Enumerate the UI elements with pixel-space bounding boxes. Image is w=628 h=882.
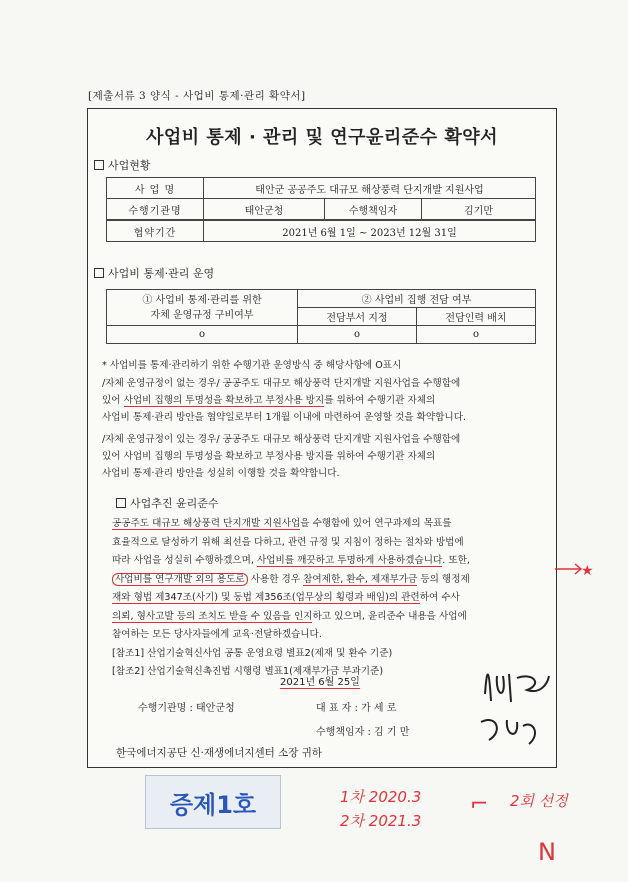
section-business-status-title: 사업현황: [94, 157, 151, 173]
business-status-table: [106, 177, 536, 242]
handwritten-round-1: 1차 2020.3: [340, 788, 422, 806]
exhibit-stamp: 증제1호: [145, 775, 281, 829]
reference-2: [참조2] 산업기술혁신촉진법 시행령 별표1(제재부가금 부과기준): [112, 666, 384, 677]
section-budget-control-title: 사업비 통제·관리 운영: [94, 265, 214, 281]
with-regulation-pledge: /자체 운영규정이 있는 경우/ 공공주도 대규모 해상풍력 단지개발 지원사업을 수행함에 있어 사업비 집행의 투명성을 확보하고 부정사용 방지를 위하여 수행기관 자체의 사업비 통제·관리 방안을 성실히 이행할 것을 확약합니다.: [102, 434, 461, 479]
form-tag: [제출서류 3 양식 - 사업비 통제·관리 확약서]: [88, 90, 306, 102]
period-value: 2021년 6월 1일 ~ 2023년 12월 31일: [204, 220, 536, 242]
dedicated-dept-header: 전담부서 지정: [298, 308, 417, 326]
regulation-value: o: [107, 326, 298, 344]
no-regulation-pledge: /자체 운영규정이 없는 경우/ 공공주도 대규모 해상풍력 단지개발 지원사업을 수행함에 있어 사업비 집행의 투명성을 확보하고 부정사용 방지를 위하여 수행기관 자체의 사업비 통제·관리 방안을 협약일로부터 1개월 이내에 마련하여 운영할 것을 확약합니다.: [102, 378, 467, 423]
dedicated-staff-value: o: [417, 326, 536, 344]
signature-date: 2021년 6월 25일: [280, 677, 360, 688]
signature-agency: 수행기관명 : 태안군청: [138, 703, 235, 714]
margin-arrow-icon: [555, 555, 595, 585]
handwritten-round-2: 2차 2021.3: [340, 812, 422, 830]
agency-value: 태안군청: [204, 199, 325, 221]
reference-1: [참조1] 산업기술혁신사업 공통 운영요령 별표2(제재 및 환수 기준): [112, 647, 393, 659]
checkbox-square-icon: [94, 268, 104, 278]
handwritten-signature: [477, 656, 557, 766]
project-label: 사 업 명: [107, 178, 204, 199]
signature-manager: 수행책임자 : 김 기 만: [316, 727, 410, 738]
project-value: 태안군 공공주도 대규모 해상풍력 단지개발 지원사업: [204, 178, 536, 199]
checkbox-square-icon: [94, 160, 104, 170]
addressee: 한국에너지공단 신·재생에너지센터 소장 귀하: [116, 747, 323, 759]
manager-label: 수행책임자: [325, 199, 422, 221]
document-title: 사업비 통제 · 관리 및 연구윤리준수 확약서: [145, 127, 499, 148]
period-label: 협약기간: [107, 220, 204, 242]
handwritten-n-mark: N: [538, 838, 556, 866]
svg-text:★: ★: [581, 563, 594, 579]
manager-value: 김기만: [422, 199, 536, 221]
handwritten-selected-twice: 2회 선정: [510, 792, 568, 810]
checkbox-square-icon: [116, 498, 126, 508]
dedicated-header: ② 사업비 집행 전담 여부: [298, 290, 536, 308]
agency-label: 수행기관명: [107, 199, 204, 221]
bracket-mark-icon: ⌐: [470, 792, 489, 817]
signature-representative: 대 표 자 : 가 세 로: [316, 703, 397, 714]
section-ethics-title: 사업추진 윤리준수: [116, 495, 219, 511]
regulation-header: ① 사업비 통제·관리를 위한 자체 운영규정 구비여부: [107, 290, 298, 326]
marking-note: * 사업비를 통제·관리하기 위한 수행기관 운영방식 중 해당사항에 O표시: [102, 360, 402, 371]
ethics-pledge-body: 공공주도 대규모 해상풍력 단지개발 지원사업을 수행함에 있어 연구과제의 목표를 효율적으로 달성하기 위해 최선을 다하고, 관련 규정 및 지침이 정하는 절차와 방법에 따라 사업을 성실히 수행하겠으며, 사업비를 깨끗하고 투명하게 사용하겠습니다. 또한, 사업비를 연구개발 외의 용도로 사용한 경우 참여제한, 환수, 제재부가금 등의 행정제 재와 형법 제347조(사기) 및 동법 제356조(업무상의 횡령과 배임)의 관련하여 수사 의뢰, 형사고발 등의 조치도 받을 수 있음을 인지하고 있으며, 윤리준수 내용을 사업에 참여하는 모든 당사자들에게 교육·전달하겠습니다. [참조1] 산업기술혁신사업 공통 운영요령 별표2(제재 및 환수 기준) [참조2] 산업기술혁신촉진법 시행령 별표1(제재부가금 부과기준): [112, 515, 470, 682]
budget-control-table: [106, 289, 536, 344]
dedicated-staff-header: 전담인력 배치: [417, 308, 536, 326]
dedicated-dept-value: o: [298, 326, 417, 344]
